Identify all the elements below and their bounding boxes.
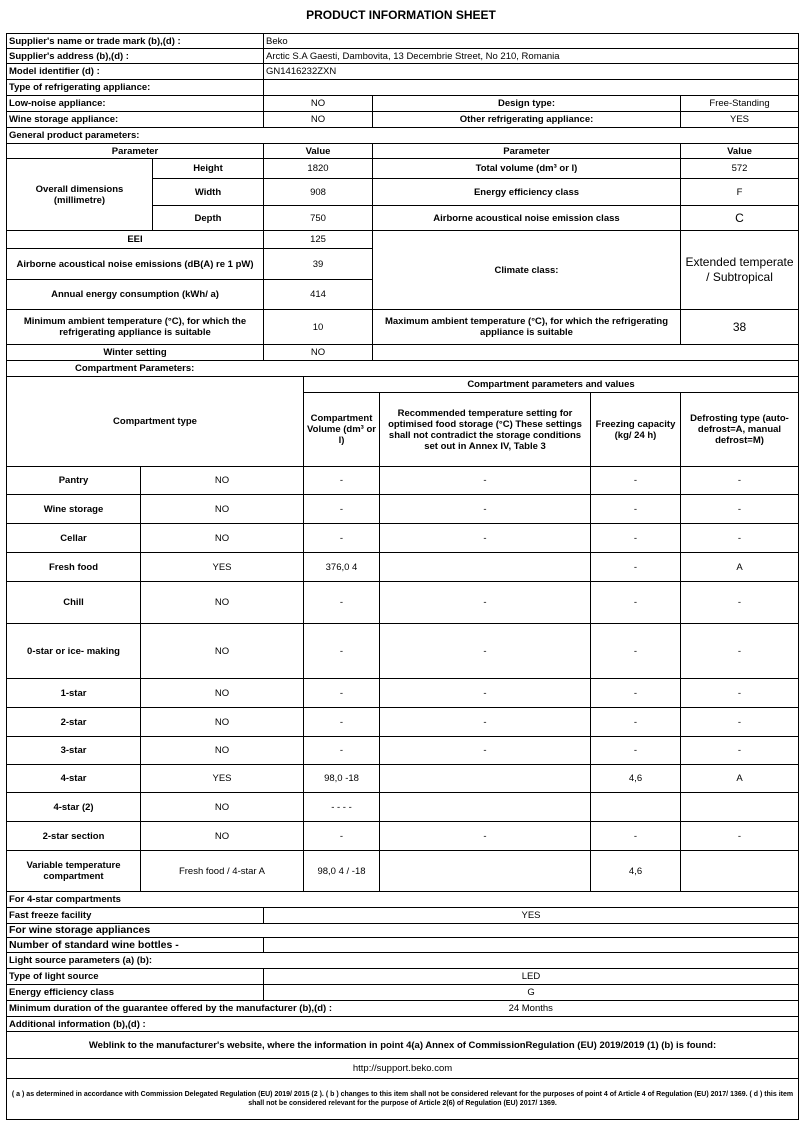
compartment-freezing-capacity: - [591,624,681,679]
compartment-freezing-capacity: - [591,737,681,765]
low-noise-value: NO [264,96,373,112]
compartment-present: NO [141,708,304,737]
guarantee-value: 24 Months [264,1001,799,1017]
compartment-name: Variable temperature compartment [7,851,141,892]
compartment-row [7,708,799,737]
compartment-defrost-type: - [681,822,799,851]
compartment-name: Fresh food [7,553,141,582]
compartment-temperature: - [380,822,591,851]
compartment-present: NO [141,467,304,495]
compartment-defrost-type: - [681,624,799,679]
compartment-defrost-type: A [681,765,799,793]
additional-info-label: Additional information (b),(d) : [7,1017,799,1032]
depth-value: 750 [264,206,373,231]
light-class-label: Energy efficiency class [7,985,264,1001]
total-volume-label: Total volume (dm³ or l) [373,159,681,179]
compartment-volume: - [304,582,380,624]
guarantee-label: Minimum duration of the guarantee offered by the manufacturer (b),(d) : [7,1001,264,1017]
compartment-temperature: - [380,708,591,737]
compartment-present: YES [141,765,304,793]
compartment-volume: - [304,467,380,495]
compartment-defrost-type [681,793,799,822]
compartment-volume: - [304,822,380,851]
compartment-temperature: - [380,524,591,553]
width-value: 908 [264,179,373,206]
compartment-row [7,467,799,495]
model-label: Model identifier (d) : [7,64,264,80]
depth-label: Depth [153,206,264,231]
compartment-present: Fresh food / 4-star A [141,851,304,892]
weblink-label: Weblink to the manufacturer's website, where the information in point 4(a) Annex of CommissionRegulation (EU) 2019/2019 (1) (b) is found: [7,1032,799,1059]
compartment-row [7,851,799,892]
compartment-temperature: - [380,624,591,679]
compartment-temperature [380,793,591,822]
compartment-volume: 98,0 4 / -18 [304,851,380,892]
compartment-name: 2-star [7,708,141,737]
compartment-temperature [380,553,591,582]
compartment-row [7,524,799,553]
height-label: Height [153,159,264,179]
compartment-defrost-type: - [681,495,799,524]
compartment-name: Pantry [7,467,141,495]
compartment-freezing-capacity: - [591,582,681,624]
compartment-present: NO [141,679,304,708]
compartment-temperature [380,851,591,892]
compartment-name: 2-star section [7,822,141,851]
compartment-name: 4-star (2) [7,793,141,822]
compartment-volume: - [304,708,380,737]
compartment-defrost-type [681,851,799,892]
compartment-row [7,765,799,793]
compartment-name: Cellar [7,524,141,553]
compartment-present: NO [141,822,304,851]
freezing-header: Freezing capacity (kg/ 24 h) [591,393,681,467]
compartment-type-header: Compartment type [7,377,304,467]
min-temp-value: 10 [264,310,373,345]
min-temp-label: Minimum ambient temperature (°C), for which the refrigerating appliance is suitable [7,310,264,345]
compartment-volume: - [304,524,380,553]
max-temp-label: Maximum ambient temperature (°C), for which the refrigerating appliance is suitable [373,310,681,345]
light-class-value: G [264,985,799,1001]
noise-class-label: Airborne acoustical noise emission class [373,206,681,231]
compartment-temperature: - [380,495,591,524]
climate-label: Climate class: [373,231,681,310]
appliance-type-label: Type of refrigerating appliance: [7,80,264,96]
compartment-name: 1-star [7,679,141,708]
compartment-row [7,582,799,624]
winter-setting-value: NO [264,345,373,361]
compartment-volume: 98,0 -18 [304,765,380,793]
compartment-defrost-type: - [681,524,799,553]
compartment-freezing-capacity: - [591,495,681,524]
wine-heading: For wine storage appliances [7,924,799,938]
low-noise-label: Low-noise appliance: [7,96,264,112]
design-type-value: Free-Standing [681,96,799,112]
other-appliance-value: YES [681,112,799,128]
total-volume-value: 572 [681,159,799,179]
compartment-freezing-capacity: - [591,708,681,737]
compartment-freezing-capacity: - [591,524,681,553]
general-info-table [6,33,799,377]
climate-value: Extended temperate / Subtropical [681,231,799,310]
annual-energy-label: Annual energy consumption (kWh/ a) [7,280,264,310]
compartment-present: NO [141,495,304,524]
footnote: ( a ) as determined in accordance with Commission Delegated Regulation (EU) 2019/ 2015 (2 ). ( b ) changes to this item shall not be considered relevant for the purposes of point 4 of Article 4 of Regulation (EU) 2017/ 1369. ( d ) this item shall not be considered relevant for the purpose of Article 2(6) of Regulation (EU) 2017/ 1369. [7,1079,799,1120]
compartment-freezing-capacity: - [591,553,681,582]
compartment-volume: - [304,679,380,708]
compartment-row [7,624,799,679]
compartment-name: Wine storage [7,495,141,524]
compartment-name: Chill [7,582,141,624]
compartment-present: NO [141,793,304,822]
compartment-present: NO [141,624,304,679]
compartment-heading: Compartment Parameters: [7,361,799,377]
compartment-present: YES [141,553,304,582]
wine-storage-label: Wine storage appliance: [7,112,264,128]
width-label: Width [153,179,264,206]
compartment-freezing-capacity: 4,6 [591,851,681,892]
winter-setting-label: Winter setting [7,345,264,361]
compartment-freezing-capacity [591,793,681,822]
temperature-header: Recommended temperature setting for optimised food storage (°C) These settings shall not contradict the storage conditions set out in Annex IV, Table 3 [380,393,591,467]
compartment-name: 4-star [7,765,141,793]
compartment-row [7,553,799,582]
compartment-temperature: - [380,467,591,495]
compartment-present: NO [141,582,304,624]
other-appliance-label: Other refrigerating appliance: [373,112,681,128]
energy-class-value: F [681,179,799,206]
eei-value: 125 [264,231,373,249]
value-header: Value [681,144,799,159]
light-type-label: Type of light source [7,969,264,985]
light-type-value: LED [264,969,799,985]
compartment-volume: - [304,495,380,524]
compartment-freezing-capacity: - [591,679,681,708]
four-star-heading: For 4-star compartments [7,892,799,908]
compartment-row [7,822,799,851]
height-value: 1820 [264,159,373,179]
compartment-defrost-type: A [681,553,799,582]
compartment-freezing-capacity: 4,6 [591,765,681,793]
fast-freeze-value: YES [264,908,799,924]
compartment-volume: 376,0 4 [304,553,380,582]
supplier-address-label: Supplier's address (b),(d) : [7,49,264,64]
noise-label: Airborne acoustical noise emissions (dB(A) re 1 pW) [7,249,264,280]
weblink-url[interactable]: http://support.beko.com [7,1059,799,1079]
model-identifier: GN1416232ZXN [264,64,799,80]
annual-energy-value: 414 [264,280,373,310]
compartment-present: NO [141,737,304,765]
parameter-header: Parameter [7,144,264,159]
compartment-volume: - [304,737,380,765]
design-type-label: Design type: [373,96,681,112]
supplier-name-label: Supplier's name or trade mark (b),(d) : [7,34,264,49]
fast-freeze-label: Fast freeze facility [7,908,264,924]
compartment-defrost-type: - [681,737,799,765]
general-heading: General product parameters: [7,128,799,144]
value-header: Value [264,144,373,159]
eei-label: EEI [7,231,264,249]
energy-class-label: Energy efficiency class [373,179,681,206]
noise-class-value: C [681,206,799,231]
parameter-header: Parameter [373,144,681,159]
compartment-freezing-capacity: - [591,467,681,495]
additional-table [6,891,799,1120]
noise-value: 39 [264,249,373,280]
wine-bottles-label: Number of standard wine bottles - [7,938,264,953]
compartment-temperature [380,765,591,793]
compartment-name: 0-star or ice- making [7,624,141,679]
dimensions-label: Overall dimensions (millimetre) [7,159,153,231]
compartment-defrost-type: - [681,679,799,708]
volume-header: Compartment Volume (dm³ or l) [304,393,380,467]
compartment-defrost-type: - [681,708,799,737]
compartment-row [7,495,799,524]
compartment-freezing-capacity: - [591,822,681,851]
compartment-row [7,737,799,765]
compartment-present: NO [141,524,304,553]
compartment-values-header: Compartment parameters and values [304,377,799,393]
compartment-volume: - [304,624,380,679]
page-title: PRODUCT INFORMATION SHEET [306,8,496,22]
compartment-defrost-type: - [681,582,799,624]
compartment-row [7,679,799,708]
supplier-name: Beko [264,34,799,49]
max-temp-value: 38 [681,310,799,345]
compartment-row [7,793,799,822]
compartment-temperature: - [380,679,591,708]
compartment-temperature: - [380,582,591,624]
supplier-address: Arctic S.A Gaesti, Dambovita, 13 Decembrie Street, No 210, Romania [264,49,799,64]
compartment-name: 3-star [7,737,141,765]
light-heading: Light source parameters (a) (b): [7,953,799,969]
defrost-header: Defrosting type (auto-defrost=A, manual defrost=M) [681,393,799,467]
compartment-table [6,376,799,892]
compartment-defrost-type: - [681,467,799,495]
compartment-volume: - - - - [304,793,380,822]
wine-storage-value: NO [264,112,373,128]
compartment-temperature: - [380,737,591,765]
